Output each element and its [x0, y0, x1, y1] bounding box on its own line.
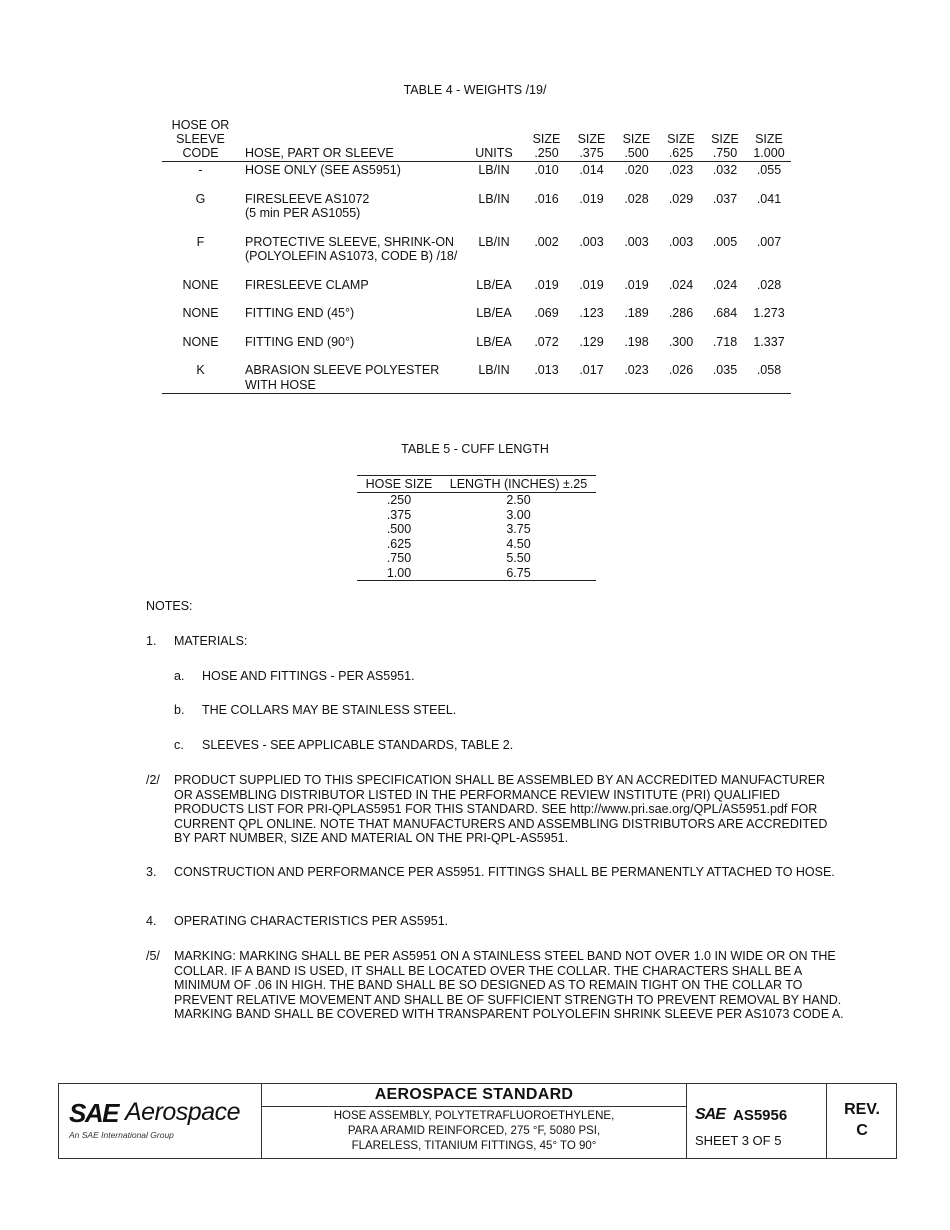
cell-value: .002 [534, 234, 559, 249]
logo-tagline: An SAE International Group [69, 1130, 174, 1140]
table-row [357, 522, 596, 537]
cell-value: .718 [712, 334, 738, 349]
logo-cell [59, 1084, 262, 1158]
cell-value: .029 [668, 191, 694, 206]
cell-value: .041 [756, 191, 782, 206]
table-row [162, 221, 791, 264]
revision-cell [827, 1084, 897, 1158]
cell-length: 3.00 [506, 507, 531, 522]
cell-code: NONE [182, 306, 219, 320]
table-row [162, 178, 791, 221]
cell-code: F [196, 234, 205, 249]
sae-logo: SAE [69, 1098, 118, 1128]
cell-code: - [198, 163, 203, 177]
note-text: MARKING: MARKING SHALL BE PER AS5951 ON A STAINLESS STEEL BAND NOT OVER 1.0 IN WIDE OR ON THE COLLAR. IF A BAND IS USED, IT SHALL BE LOCATED OVER THE COLLAR. THE CHARACTERS SHALL BE A MINIMUM OF .06 IN HIGH. THE BAND SHALL BE SO DESIGNED AS TO REMAIN TIGHT ON THE COLLAR TO PREVENT RELATIVE MOVEMENT AND SHALL BE OF SUFFICIENT STRENGTH TO PREVENT REMOVAL BY HAND. MARKING BAND SHALL BE COVERED WITH TRANSPARENT POLYOLEFIN SHRINK SLEEVE PER AS1073 CODE A. [174, 949, 844, 1021]
sub-note-label: c. [174, 738, 184, 752]
cell-value: .026 [668, 363, 694, 377]
cell-value: .014 [579, 163, 604, 177]
cell-value: .003 [624, 234, 649, 249]
cell-part: FITTING END (90°) [245, 334, 355, 349]
cell-hose-size: .625 [386, 536, 412, 551]
revision-value: C [856, 1122, 868, 1139]
cell-value: .003 [668, 234, 694, 249]
cell-units: LB/IN [478, 163, 510, 177]
cell-value: .072 [534, 334, 559, 349]
table-row [162, 349, 791, 394]
note-number: /5/ [146, 949, 160, 963]
cell-value: .023 [624, 363, 649, 377]
cell-length: 3.75 [506, 522, 531, 536]
cell-part: FITTING END (45°) [245, 306, 355, 320]
cell-length: 6.75 [506, 565, 531, 580]
cell-hose-size: .750 [386, 551, 412, 565]
col-header-size: SIZE .375 [569, 118, 614, 162]
col-header-size: SIZE .250 [524, 118, 569, 162]
cell-hose-size: .250 [386, 493, 412, 507]
cell-value: .189 [624, 306, 649, 320]
document-number-cell [687, 1084, 827, 1158]
cell-value: .019 [579, 191, 604, 206]
table-row [357, 566, 596, 581]
cell-value: 1.273 [753, 306, 785, 320]
cell-value: .129 [579, 334, 604, 349]
cell-value: .020 [624, 163, 649, 177]
table-header-row [357, 476, 596, 493]
revision-label: REV. [844, 1101, 880, 1118]
table-row [162, 162, 791, 178]
sae-logo-small: SAE [695, 1106, 725, 1123]
cell-value: .007 [756, 234, 782, 249]
document-number: AS5956 [733, 1107, 788, 1124]
table-row [357, 551, 596, 566]
table-header-row [162, 118, 791, 162]
cell-units: LB/IN [478, 234, 510, 249]
cell-value: .069 [534, 306, 559, 320]
cell-hose-size: .500 [386, 522, 412, 536]
cell-length: 2.50 [506, 493, 531, 507]
cell-value: .023 [668, 163, 694, 177]
note-text: PRODUCT SUPPLIED TO THIS SPECIFICATION SHALL BE ASSEMBLED BY AN ACCREDITED MANUFACTURER OR ASSEMBLING DISTRIBUTOR LISTED IN THE PERFORMANCE REVIEW INSTITUTE (PRI) QUALIFIED PRODUCTS LIST FOR PRI-QPLAS5951 FOR THIS STANDARD. SEE http://www.pri.sae.org/QPL/AS5951.pdf FOR CURRENT QPL ONLINE. NOTE THAT MANUFACTURERS AND ASSEMBLING DISTRIBUTORS ARE ACCREDITED BY PART NUMBER, SIZE AND MATERIAL ON THE PRI-QPL-AS5951. [174, 773, 828, 845]
cell-units: LB/EA [476, 306, 512, 320]
sub-note-text: HOSE AND FITTINGS - PER AS5951. [202, 669, 415, 683]
cell-units: LB/IN [478, 191, 510, 206]
cell-code: NONE [182, 334, 219, 349]
cell-part: FIRESLEEVE CLAMP [245, 277, 369, 292]
note-number: 1. [146, 634, 157, 648]
cell-value: .035 [712, 363, 738, 377]
description-line: HOSE ASSEMBLY, POLYTETRAFLUOROETHYLENE, [333, 1110, 615, 1122]
note-text: MATERIALS: [174, 634, 248, 648]
sub-note-text: THE COLLARS MAY BE STAINLESS STEEL. [202, 703, 457, 717]
col-header-part: HOSE, PART OR SLEEVE [239, 118, 464, 162]
cell-hose-size: .375 [386, 507, 412, 522]
table4-title: TABLE 4 - WEIGHTS /19/ [403, 83, 547, 97]
col-header-code: HOSE OR SLEEVE CODE [162, 118, 239, 162]
cell-part: PROTECTIVE SLEEVE, SHRINK-ON (POLYOLEFIN AS1073, CODE B) /18/ [245, 234, 458, 263]
cell-value: .005 [712, 234, 738, 249]
col-header-units: UNITS [464, 118, 524, 162]
table-row [162, 292, 791, 321]
note-number: 3. [146, 865, 157, 879]
col-header-size: SIZE 1.000 [747, 118, 791, 162]
cell-value: .019 [534, 277, 559, 292]
cell-value: .058 [756, 363, 782, 377]
col-header-size: SIZE .500 [614, 118, 659, 162]
note-number: 4. [146, 914, 157, 928]
standard-label: AEROSPACE STANDARD [262, 1084, 686, 1107]
cell-units: LB/EA [476, 334, 512, 349]
col-header-size: SIZE .625 [659, 118, 703, 162]
notes-heading: NOTES: [146, 599, 193, 613]
table-row [162, 321, 791, 350]
cell-code: G [195, 191, 206, 206]
col-header-size: SIZE .750 [703, 118, 747, 162]
cell-part: HOSE ONLY (SEE AS5951) [245, 163, 401, 177]
table5-title: TABLE 5 - CUFF LENGTH [401, 442, 549, 456]
cell-value: .032 [712, 163, 738, 177]
cell-hose-size: 1.00 [386, 565, 412, 580]
note-number: /2/ [146, 773, 160, 787]
cell-units: LB/IN [478, 363, 510, 377]
cell-value: .010 [534, 163, 559, 177]
cell-value: .016 [534, 191, 559, 206]
description-line: PARA ARAMID REINFORCED, 275 °F, 5080 PSI, [347, 1125, 601, 1137]
cell-units: LB/EA [476, 277, 512, 292]
table-row [357, 537, 596, 552]
cell-value: .684 [712, 306, 738, 320]
table-row [162, 264, 791, 293]
cell-value: .024 [712, 277, 738, 292]
cell-value: .028 [624, 191, 649, 206]
standard-cell [262, 1084, 687, 1158]
cell-value: .013 [534, 363, 559, 377]
description-line: FLARELESS, TITANIUM FITTINGS, 45° TO 90° [351, 1140, 597, 1152]
col-header-length: LENGTH (INCHES) ±.25 [441, 476, 596, 493]
sub-note-label: a. [174, 669, 185, 683]
note-text: OPERATING CHARACTERISTICS PER AS5951. [174, 914, 449, 928]
cell-value: 1.337 [753, 334, 785, 349]
cell-value: .019 [579, 277, 604, 292]
cell-length: 5.50 [506, 551, 531, 565]
sub-note-text: SLEEVES - SEE APPLICABLE STANDARDS, TABLE 2. [202, 738, 514, 752]
standard-description [262, 1109, 686, 1154]
cell-part: ABRASION SLEEVE POLYESTER WITH HOSE [245, 363, 440, 392]
cell-code: K [196, 363, 205, 377]
cuff-length-table [357, 475, 596, 581]
aerospace-wordmark: Aerospace [125, 1098, 241, 1126]
cell-value: .028 [756, 277, 782, 292]
cell-value: .300 [668, 334, 694, 349]
cell-value: .019 [624, 277, 649, 292]
cell-value: .017 [579, 363, 604, 377]
cell-value: .024 [668, 277, 694, 292]
cell-value: .037 [712, 191, 738, 206]
cell-value: .198 [624, 334, 649, 349]
cell-value: .123 [579, 306, 604, 320]
cell-part: FIRESLEEVE AS1072 (5 min PER AS1055) [245, 191, 370, 220]
cell-code: NONE [182, 277, 219, 292]
cell-value: .055 [756, 163, 782, 177]
sub-note-label: b. [174, 703, 185, 717]
weights-table [162, 118, 791, 394]
col-header-hose-size: HOSE SIZE [357, 476, 441, 493]
cell-value: .286 [668, 306, 694, 320]
note-text: CONSTRUCTION AND PERFORMANCE PER AS5951. FITTINGS SHALL BE PERMANENTLY ATTACHED TO HOSE. [174, 865, 835, 879]
table-row [357, 508, 596, 523]
cell-value: .003 [579, 234, 604, 249]
sheet-number: SHEET 3 OF 5 [695, 1133, 782, 1148]
table-row [357, 493, 596, 508]
cell-length: 4.50 [506, 536, 531, 551]
title-block [58, 1083, 897, 1159]
